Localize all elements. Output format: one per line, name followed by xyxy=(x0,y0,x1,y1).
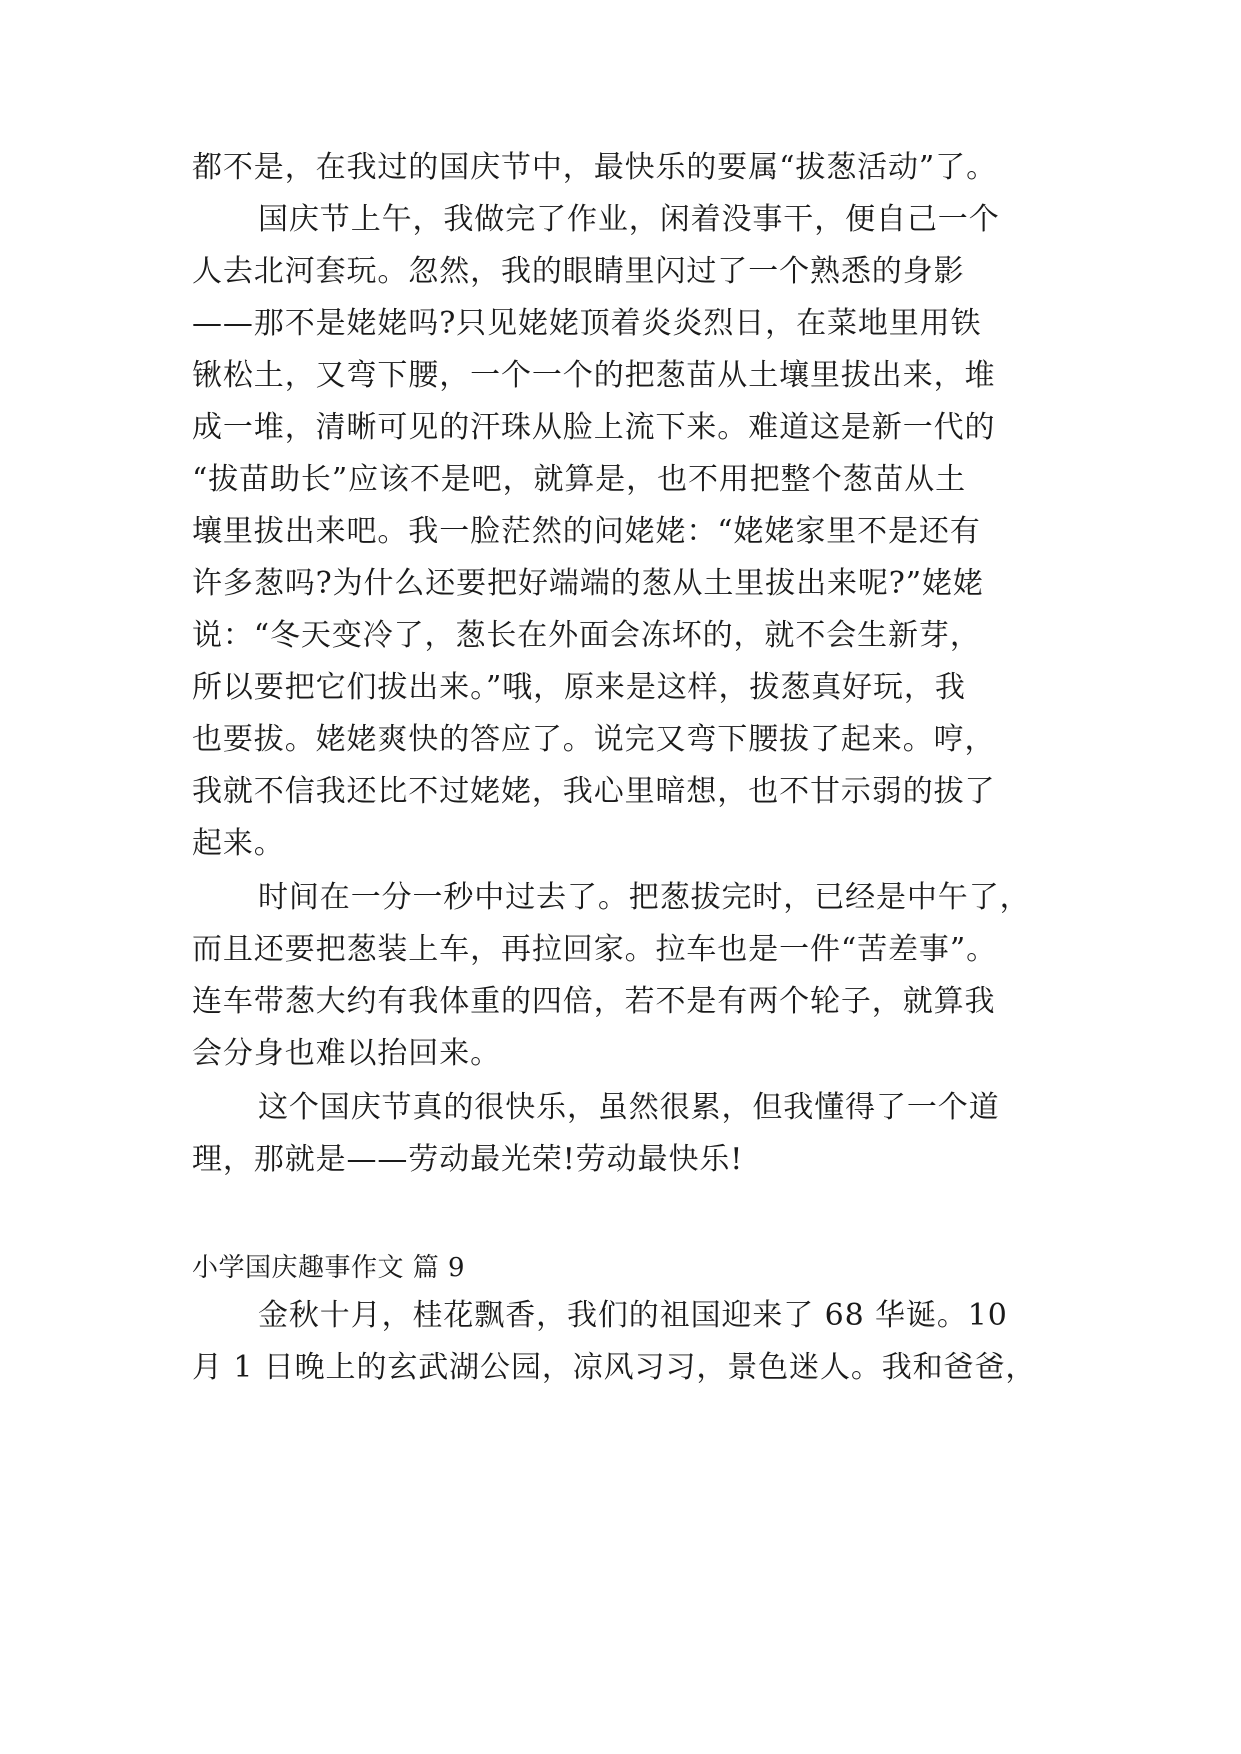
paragraph-line: 会分身也难以抬回来。 xyxy=(192,1036,501,1071)
paragraph-line: 起来。 xyxy=(192,826,285,861)
paragraph-line: 成一堆，清晰可见的汗珠从脸上流下来。难道这是新一代的 xyxy=(192,410,996,445)
paragraph-line: 国庆节上午，我做完了作业，闲着没事干，便自己一个 xyxy=(258,202,1000,237)
paragraph-line: 人去北河套玩。忽然，我的眼睛里闪过了一个熟悉的身影 xyxy=(192,254,965,289)
paragraph-line: 我就不信我还比不过姥姥，我心里暗想，也不甘示弱的拔了 xyxy=(192,774,996,809)
paragraph-line: 理，那就是——劳动最光荣!劳动最快乐! xyxy=(192,1142,744,1177)
paragraph-line: 许多葱吗?为什么还要把好端端的葱从土里拔出来呢?”姥姥 xyxy=(192,566,984,601)
paragraph-line: 所以要把它们拔出来。”哦，原来是这样，拔葱真好玩，我 xyxy=(192,670,966,705)
paragraph-line: 时间在一分一秒中过去了。把葱拔完时，已经是中午了， xyxy=(258,880,1031,915)
paragraph-line: 这个国庆节真的很快乐，虽然很累，但我懂得了一个道 xyxy=(258,1090,1000,1125)
paragraph-line: 而且还要把葱装上车，再拉回家。拉车也是一件“苦差事”。 xyxy=(192,932,997,967)
paragraph-line: 锹松土，又弯下腰，一个一个的把葱苗从土壤里拔出来，堆 xyxy=(192,358,996,393)
paragraph-line: “拔苗助长”应该不是吧，就算是，也不用把整个葱苗从土 xyxy=(192,462,967,497)
paragraph-line: 都不是，在我过的国庆节中，最快乐的要属“拔葱活动”了。 xyxy=(192,150,997,185)
section-heading: 小学国庆趣事作文 篇 9 xyxy=(192,1253,466,1283)
paragraph-line: ——那不是姥姥吗?只见姥姥顶着炎炎烈日，在菜地里用铁 xyxy=(192,306,982,341)
paragraph-line: 也要拔。姥姥爽快的答应了。说完又弯下腰拔了起来。哼， xyxy=(192,722,996,757)
paragraph-line: 壤里拔出来吧。我一脸茫然的问姥姥：“姥姥家里不是还有 xyxy=(192,514,981,549)
paragraph-line: 说：“冬天变冷了，葱长在外面会冻坏的，就不会生新芽， xyxy=(192,618,981,653)
paragraph-line: 月 1 日晚上的玄武湖公园，凉风习习，景色迷人。我和爸爸， xyxy=(192,1350,1037,1385)
paragraph-line: 金秋十月，桂花飘香，我们的祖国迎来了 68 华诞。10 xyxy=(258,1298,1008,1333)
paragraph-line: 连车带葱大约有我体重的四倍，若不是有两个轮子，就算我 xyxy=(192,984,996,1019)
